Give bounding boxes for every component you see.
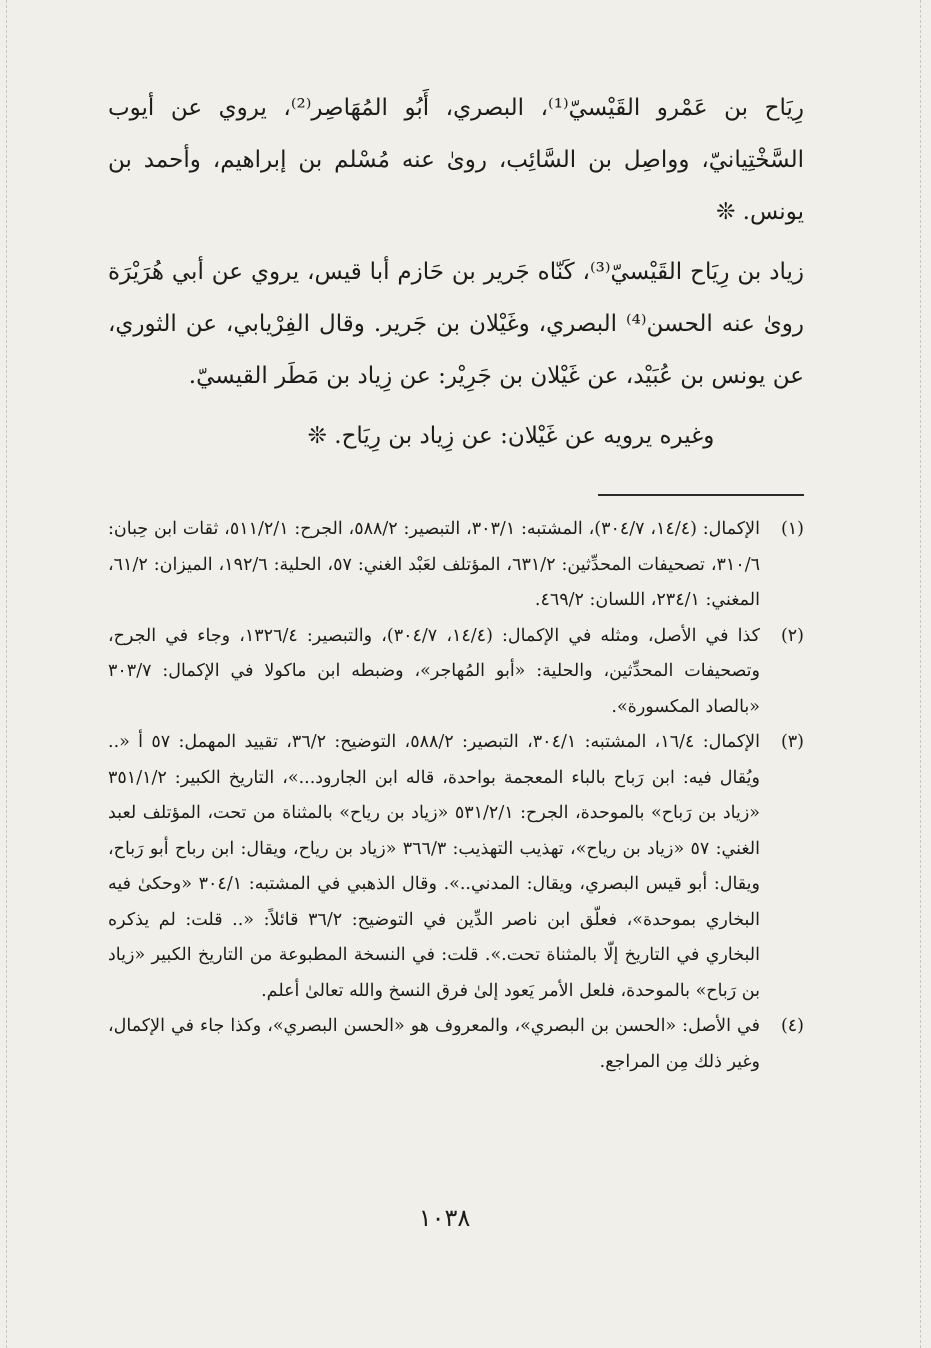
footnote xyxy=(108,1009,804,1080)
footnote-number: (٣) xyxy=(780,732,804,752)
footnote-text: الإكمال: ١٦/٤، المشتبه: ٣٠٤/١، التبصير: ٥٨٨/٢، التوضيح: ٣٦/٢، تقييد المهمل: ٥٧ أ «.. ويُقال فيه: ابن رَباح بالباء المعجمة بواحدة، قاله ابن الجارود...»، التاريخ الكبير: ٣٥١/١/٢ «زياد بن رَباح» بالموحدة، الجرح: ٥٣١/٢/١ «زياد بن رياح» بالمثناة من تحت، المؤتلف لعبد الغني: ٥٧ «زياد بن رياح»، تهذيب التهذيب: ٣٦٦/٣ «زياد بن رياح، ويقال: ابن رباح أبو رَباح، ويقال: أبو قيس البصري، ويقال: المدني..». وقال الذهبي في المشتبه: ٣٠٤/١ «وحكىٰ فيه البخاري بموحدة»، فعلّق ابن ناصر الدِّين في التوضيح: ٣٦/٢ قائلاً: «.. قلت: لم يذكره البخاري في التاريخ إلّا بالمثناة تحت.». قلت: في النسخة المطبوعة من التاريخ الكبير «زياد بن رَباح» بالموحدة، فلعل الأمر يَعود إلىٰ فرق النسخ والله تعالىٰ أعلم. xyxy=(108,732,761,1001)
footnote-text: في الأصل: «الحسن بن البصري»، والمعروف هو «الحسن البصري»، وكذا جاء في الإكمال، وغير ذلك مِن المراجع. xyxy=(108,1016,760,1072)
page-number: ١٠٣٨ xyxy=(418,1204,471,1232)
footnote-number: (٤) xyxy=(780,1016,804,1036)
footnote-text: الإكمال: (١٤/٤، ٣٠٤/٧)، المشتبه: ٣٠٣/١، التبصير: ٥٨٨/٢، الجرح: ٥١١/٢/١، ثقات ابن حِبان: ٣١٠/٦، تصحيفات المحدِّثين: ٦٣١/٢، المؤتلف لعَبْد الغني: ٥٧، الحلية: ١٩٢/٦، الميزان: ٦١/٢، المغني: ٢٣٤/١، اللسان: ٤٦٩/٢. xyxy=(108,519,761,610)
page-edge-left xyxy=(6,0,8,1348)
entry-ziyad-end: وغيره يرويه عن غَيْلان: عن زِياد بن رِيَاح. ❊ xyxy=(307,423,715,449)
page-edge-right xyxy=(920,0,922,1348)
entry-riyah: رِيَاح بن عَمْرو القَيْسيّ⁽¹⁾، البصري، أَبُو المُهَاصِر⁽²⁾، يروي عن أيوب السَّخْتِيانيّ، وواصِل بن السَّائِب، روىٰ عنه مُسْلم بن إبراهيم، وأحمد بن يونس. ❊ xyxy=(108,95,804,225)
footnote-number: (١) xyxy=(780,519,804,539)
footnote-number: (٢) xyxy=(780,625,804,646)
footnote-text: كذا في الأصل، ومثله في الإكمال: (١٤/٤، ٣٠٤/٧)، والتبصير: ١٣٢٦/٤، وجاء في الجرح، وتصحيفات المحدِّثين، والحلية: «أبو المُهاجر»، وضبطه ابن ماكولا في الإكمال: ٣٠٣/٧ «بالصاد المكسورة». xyxy=(108,625,760,717)
footnote-separator xyxy=(598,494,804,496)
main-text-block xyxy=(108,82,804,470)
footnote xyxy=(108,619,804,726)
entry-ziyad: زياد بن رِيَاح القَيْسيّ⁽³⁾، كَنّاه جَرير بن حَازم أبا قيس، يروي عن أبي هُرَيْرَة روىٰ عنه الحسن⁽⁴⁾ البصري، وغَيْلان بن جَرير. وقال الفِرْيابي، عن الثوري، عن يونس بن عُبَيْد، عن غَيْلان بن جَرِيْر: عن زِياد بن مَطَر القيسيّ. xyxy=(108,259,805,389)
footnote xyxy=(108,725,804,1009)
footnote xyxy=(108,512,804,619)
footnotes-block xyxy=(108,512,804,1080)
